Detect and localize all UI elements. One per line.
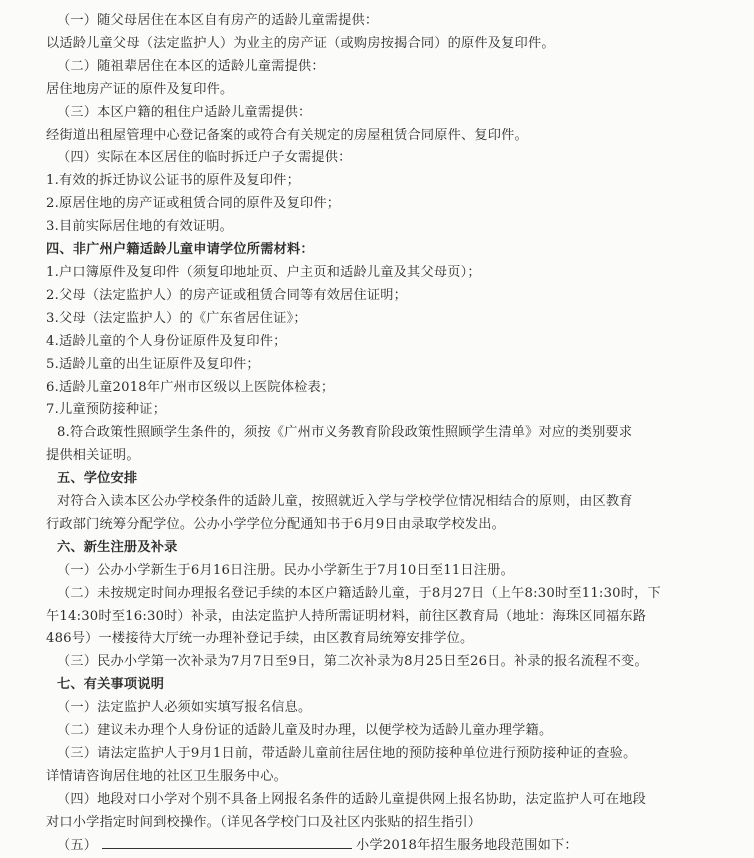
- document-body: [46, 10, 718, 835]
- document-line: 7.儿童预防接种证；: [46, 402, 167, 418]
- document-line: （四）地段对口小学对个别不具备上网报名条件的适龄儿童提供网上报名协助，法定监护人可在地段: [57, 791, 647, 807]
- document-line: 对口小学指定时间到校操作。（详见各学校门口及社区内张贴的招生指引）: [46, 814, 482, 830]
- section-heading: 五、学位安排: [57, 471, 138, 487]
- document-line: 6.适龄儿童2018年广州市区级以上医院体检表；: [46, 379, 335, 395]
- document-line: 详情请咨询居住地的社区卫生服务中心。: [46, 768, 287, 784]
- document-line: （三）本区户籍的租住户适龄儿童需提供：: [57, 104, 312, 120]
- document-line: 行政部门统筹分配学位。公办小学学位分配通知书于6月9日由录取学校发出。: [46, 516, 505, 532]
- document-line: 8.符合政策性照顾学生条件的，须按《广州市义务教育阶段政策性照顾学生清单》对应的类别要求: [57, 425, 633, 441]
- document-line: （三）请法定监护人于9月1日前，带适龄儿童前往居住地的预防接种单位进行预防接种证的查验。: [57, 746, 637, 761]
- document-line: 2.原居住地的房产证或租赁合同的原件及复印件；: [46, 196, 341, 212]
- section-heading: 七、有关事项说明: [57, 677, 165, 693]
- document-line: 486号）一楼接待大厅统一办理补登记手续，由区教育局统筹安排学位。: [46, 631, 474, 647]
- final-line-suffix: 小学2018年招生服务地段范围如下：: [355, 837, 578, 853]
- document-line: 经街道出租屋管理中心登记备案的或符合有关规定的房屋租赁合同原件、复印件。: [46, 127, 528, 143]
- document-line: 午14:30时至16:30时）补录，由法定监护人持所需证明材料，前往区教育局（地址：海珠区同福东路: [46, 608, 647, 624]
- document-line: 3.父母（法定监护人）的《广东省居住证》；: [46, 310, 307, 326]
- document-line: 3.目前实际居住地的有效证明。: [46, 219, 234, 235]
- document-line: 1.有效的拆迁协议公证书的原件及复印件；: [46, 173, 300, 189]
- document-line: 提供相关证明。: [46, 448, 140, 464]
- final-line-prefix: （五）: [57, 837, 98, 853]
- document-line: 对符合入读本区公办学校条件的适龄儿童，按照就近入学与学校学位情况相结合的原则，由区教育: [57, 494, 633, 510]
- document-line: （二）未按规定时间办理报名登记手续的本区户籍适龄儿童，于8月27日（上午8:30时至11:30时，下: [57, 585, 661, 601]
- section-heading: 六、新生注册及补录: [57, 539, 178, 555]
- document-line: （二）随祖辈居住在本区的适龄儿童需提供：: [57, 58, 325, 74]
- document-line: 居住地房产证的原件及复印件。: [46, 81, 234, 97]
- document-line: （一）公办小学新生于6月16日注册。民办小学新生于7月10日至11日注册。: [57, 562, 514, 578]
- document-line: （三）民办小学第一次补录为7月7日至9日，第二次补录为8月25日至26日。补录的报名流程不变。: [57, 654, 648, 670]
- fill-in-blank: [102, 836, 352, 849]
- document-line: 以适龄儿童父母（法定监护人）为业主的房产证（或购房按揭合同）的原件及复印件。: [46, 35, 555, 51]
- document-line: 1.户口簿原件及复印件（须复印地址页、户主页和适龄儿童及其父母页）；: [46, 264, 481, 280]
- document-line: 2.父母（法定监护人）的房产证或租赁合同等有效居住证明；: [46, 287, 408, 303]
- document-line: （四）实际在本区居住的临时拆迁户子女需提供：: [57, 150, 352, 166]
- document-line: （一）法定监护人必须如实填写报名信息。: [57, 700, 312, 716]
- document-line: （二）建议未办理个人身份证的适龄儿童及时办理，以便学校为适龄儿童办理学籍。: [57, 723, 553, 739]
- document-line-final: [46, 835, 718, 858]
- document-line: 5.适龄儿童的出生证原件及复印件；: [46, 356, 260, 372]
- section-heading: 四、非广州户籍适龄儿童申请学位所需材料：: [46, 242, 314, 258]
- document-line: 4.适龄儿童的个人身份证原件及复印件；: [46, 333, 287, 349]
- document-line: （一）随父母居住在本区自有房产的适龄儿童需提供：: [57, 13, 379, 28]
